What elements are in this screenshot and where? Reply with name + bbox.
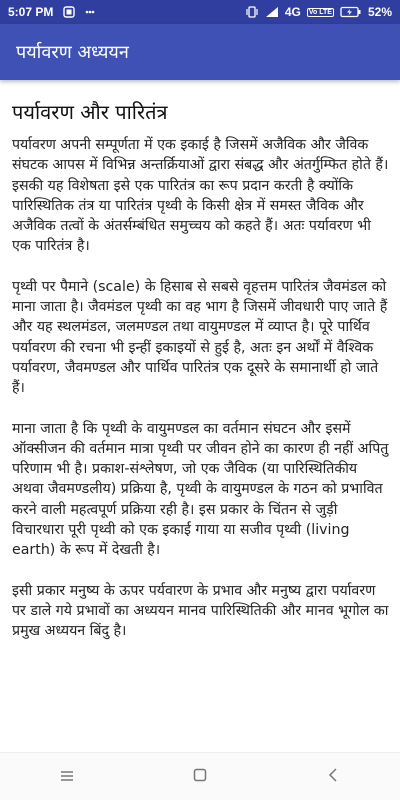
app-bar-title: पर्यावरण अध्ययन bbox=[16, 42, 129, 63]
battery-charging-icon bbox=[340, 6, 362, 18]
status-left bbox=[8, 5, 95, 19]
article-paragraph-1: पर्यावरण अपनी सम्पूर्णता में एक इकाई है जिसमें अजैविक और जैविक संघटक आपस में विभिन्न अन्तर्क्रियाओं द्वारा संबद्ध और अंतर्गुम्फित होते हैं। इसकी यह विशेषता इसे एक पारितंत्र का रूप प्रदान करती है क्योंकि पारिस्थितिक तंत्र या पारितंत्र पृथ्वी के किसी क्षेत्र में समस्त जैविक और अजैविक तत्वों के अंतर्सम्बंधित समुच्चय को कहते हैं। अतः पर्यावरण भी एक पारितंत्र है। bbox=[12, 137, 389, 255]
back-icon bbox=[328, 767, 338, 786]
more-dots-icon bbox=[85, 10, 95, 14]
notification-icon bbox=[63, 6, 75, 18]
home-icon bbox=[193, 767, 207, 786]
network-type: 4G bbox=[284, 5, 301, 19]
article-paragraph-3: माना जाता है कि पृथ्वी के वायुमण्डल का वर्तमान संघटन और इसमें ऑक्सीजन की वर्तमान मात्रा पृथ्वी पर जीवन होने का कारण ही नहीं अपितु परिणाम भी है। प्रकाश-संश्लेषण, जो एक जैविक (या पारिस्थितिकीय अथवा जैवमण्डलीय) प्रक्रिया है, पृथ्वी के वायुमण्डल के गठन को प्रभावित करने वाली महत्वपूर्ण प्रक्रिया रही है। इस प्रकार के चिंतन से जुड़ी विचारधारा पूरी पृथ्वी को एक इकाई गाया या सजीव पृथ्वी (living earth) के रूप में देखती है। bbox=[12, 420, 389, 559]
status-time: 5:07 PM bbox=[8, 5, 54, 19]
back-button[interactable] bbox=[313, 757, 353, 797]
volte-badge: Vo LTE bbox=[308, 8, 332, 16]
article-paragraph-4: इसी प्रकार मनुष्य के ऊपर पर्यवारण के प्रभाव और मनुष्य द्वारा पर्यावरण पर डाले गये प्रभावों का अध्ययन मानव पारिस्थितिकी और मानव भूगोल का प्रमुख अध्ययन बिंदु है। bbox=[12, 582, 389, 640]
battery-percent: 52% bbox=[367, 5, 392, 19]
recents-icon bbox=[60, 767, 74, 786]
article-heading: पर्यावरण और पारितंत्र bbox=[12, 100, 168, 124]
recents-button[interactable] bbox=[47, 757, 87, 797]
article-content[interactable] bbox=[0, 80, 400, 752]
status-right bbox=[245, 5, 392, 19]
article-paragraph-2: पृथ्वी पर पैमाने (scale) के हिसाब से सबसे वृहत्तम पारितंत्र जैवमंडल को माना जाता है। जैवमंडल पृथ्वी का वह भाग है जिसमें जीवधारी पाए जाते हैं और यह स्थलमंडल, जलमण्डल तथा वायुमण्डल में व्याप्त है। पूरे पार्थिव पर्यावरण की रचना भी इन्हीं इकाइयों से हुई है, अतः इन अर्थों में वैश्विक पर्यावरण, जैवमण्डल और पार्थिव पारितंत्र एक दूसरे के समानार्थी हो जाते हैं। bbox=[12, 278, 388, 397]
status-bar bbox=[0, 0, 400, 24]
home-button[interactable] bbox=[180, 757, 220, 797]
signal-icon bbox=[265, 6, 279, 18]
app-bar bbox=[0, 24, 400, 80]
vibrate-icon bbox=[245, 6, 259, 18]
navigation-bar bbox=[0, 752, 400, 800]
